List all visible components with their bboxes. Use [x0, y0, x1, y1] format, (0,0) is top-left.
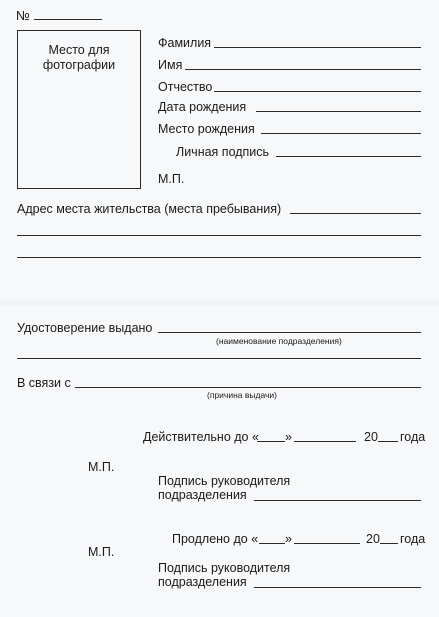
photo-placeholder	[17, 30, 141, 189]
validity-head-signature-label-2: подразделения	[158, 488, 247, 502]
signature-label: Личная подпись	[176, 145, 270, 159]
issued-label: Удостоверение выдано	[17, 321, 153, 335]
birth-date-label: Дата рождения	[158, 100, 247, 114]
extended-year-prefix: 20	[366, 532, 380, 546]
signature-field[interactable]	[276, 156, 421, 157]
patronymic-field[interactable]	[214, 91, 421, 92]
reason-hint: (причина выдачи)	[207, 390, 278, 400]
extended-day-field[interactable]	[259, 543, 285, 544]
issued-hint: (наименование подразделения)	[216, 336, 342, 346]
extension-head-signature-label-2: подразделения	[158, 575, 247, 589]
valid-quote-close: »	[285, 430, 292, 444]
stamp-label: М.П.	[158, 172, 185, 186]
valid-year-suffix: года	[400, 430, 426, 444]
valid-month-field[interactable]	[294, 441, 356, 442]
extended-quote-close: »	[285, 532, 292, 546]
name-field[interactable]	[185, 69, 421, 70]
extended-year-suffix: года	[400, 532, 426, 546]
issued-field-line2[interactable]	[17, 358, 421, 359]
photo-label: Место для фотографии	[42, 43, 116, 72]
reason-field[interactable]	[75, 387, 421, 388]
extended-year-field[interactable]	[380, 543, 398, 544]
valid-until-label: Действительно до «	[143, 430, 259, 444]
valid-year-prefix: 20	[364, 430, 378, 444]
extended-month-field[interactable]	[294, 543, 360, 544]
patronymic-label: Отчество	[158, 80, 213, 94]
surname-label: Фамилия	[158, 36, 212, 50]
validity-stamp-label: М.П.	[88, 460, 115, 474]
birth-date-field[interactable]	[256, 111, 421, 112]
number-field[interactable]	[34, 19, 102, 20]
number-sign: №	[16, 8, 30, 23]
paper-fold	[0, 298, 439, 308]
validity-head-signature-label: Подпись руководителя	[158, 474, 291, 488]
address-field[interactable]	[290, 213, 421, 214]
address-field-line3[interactable]	[17, 257, 421, 258]
address-label: Адрес места жительства (места пребывания)	[17, 202, 282, 216]
validity-head-signature-field[interactable]	[254, 500, 421, 501]
valid-day-field[interactable]	[257, 441, 285, 442]
extension-head-signature-label: Подпись руководителя	[158, 561, 291, 575]
surname-field[interactable]	[214, 47, 421, 48]
extension-head-signature-field[interactable]	[254, 587, 421, 588]
birth-place-label: Место рождения	[158, 122, 255, 136]
extended-until-label: Продлено до «	[172, 532, 259, 546]
reason-label: В связи с	[17, 376, 71, 390]
issued-field[interactable]	[158, 332, 421, 333]
birth-place-field[interactable]	[261, 133, 421, 134]
valid-year-field[interactable]	[378, 441, 398, 442]
address-field-line2[interactable]	[17, 235, 421, 236]
extension-stamp-label: М.П.	[88, 545, 115, 559]
name-label: Имя	[158, 58, 183, 72]
